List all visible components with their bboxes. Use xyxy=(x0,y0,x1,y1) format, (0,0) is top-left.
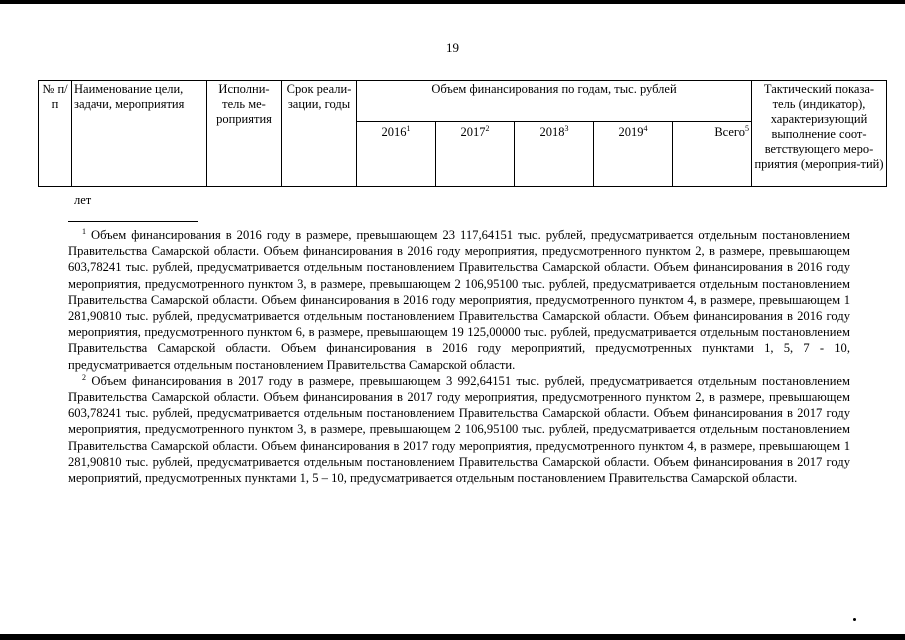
top-border xyxy=(0,0,905,4)
footnote-text: Объем финансирования в 2017 году в размере, превышающем 3 992,64151 тыс. рублей, предусматривается отдельным постановлением Правительства Самарской области. Объем финансирования в 2017 году мероприятия, предусмотренного пунктом 2, в размере, превышающем 603,78241 тыс. рублей, предусматривается отдельным постановлением Правительства Самарской области. Объем финансирования в 2017 году мероприятия, предусмотренного пунктом 3, в размере, превышающем 2 106,95100 тыс. рублей, предусматривается отдельным постановлением Правительства Самарской области. Объем финансирования в 2017 году мероприятия, предусмотренного пунктом 4, в размере, превышающем 1 281,90810 тыс. рублей, предусматривается отдельным постановлением Правительства Самарской области. Объем финансирования в 2017 году мероприятий, предусмотренных пунктами 1, 5 – 10, предусматривается отдельным постановлением Правительства Самарской области. xyxy=(68,373,850,486)
footnote-2 xyxy=(68,373,850,486)
scan-dot xyxy=(853,618,856,621)
footnote-separator xyxy=(68,221,198,222)
year-2017-header: 2017$^2$ xyxy=(436,122,515,187)
funding-table-header xyxy=(38,80,887,187)
col-num-header: № п/п xyxy=(39,81,72,187)
bottom-border xyxy=(0,634,905,640)
page-number: 19 xyxy=(446,40,459,55)
footnote-mark: 2 xyxy=(82,372,86,382)
year-2016-header: 2016$^1$ xyxy=(357,122,436,187)
let-continuation: лет xyxy=(74,193,92,207)
total-header: Всего$^5$ xyxy=(673,122,752,187)
footnote-mark: 1 xyxy=(82,226,86,236)
col-executor-header: Исполни-тель ме-роприятия xyxy=(207,81,282,187)
year-2019-header: 2019$^4$ xyxy=(594,122,673,187)
footnote-1 xyxy=(68,227,850,373)
col-indicator-header: Тактический показа-тель (индикатор), характеризующий выполнение соот-ветствующего меро-приятия (мероприя-тий) xyxy=(752,81,887,187)
col-funding-header: Объем финансирования по годам, тыс. рублей xyxy=(357,81,752,122)
footnote-text: Объем финансирования в 2016 году в размере, превышающем 23 117,64151 тыс. рублей, предусматривается отдельным постановлением Правительства Самарской области. Объем финансирования в 2016 году мероприятия, предусмотренного пунктом 2, в размере, превышающем 603,78241 тыс. рублей, предусматривается отдельным постановлением Правительства Самарской области. Объем финансирования в 2016 году мероприятия, предусмотренного пунктом 3, в размере, превышающем 2 106,95100 тыс. рублей, предусматривается отдельным постановлением Правительства Самарской области. Объем финансирования в 2016 году мероприятия, предусмотренного пунктом 4, в размере, превышающем 1 281,90810 тыс. рублей, предусматривается отдельным постановлением Правительства Самарской области. Объем финансирования в 2016 году мероприятия, предусмотренного пунктом 6, в размере, превышающем 19 125,00000 тыс. рублей, предусматривается отдельным постановлением Правительства Самарской области. Объем финансирования в 2016 году мероприятий, предусмотренных пунктами 1, 5, 7 - 10, предусматривается отдельным постановлением Правительства Самарской области. xyxy=(68,228,850,372)
col-name-header: Наименование цели, задачи, мероприятия xyxy=(72,81,207,187)
year-2018-header: 2018$^3$ xyxy=(515,122,594,187)
col-term-header: Срок реали-зации, годы xyxy=(282,81,357,187)
footnotes xyxy=(68,227,850,486)
